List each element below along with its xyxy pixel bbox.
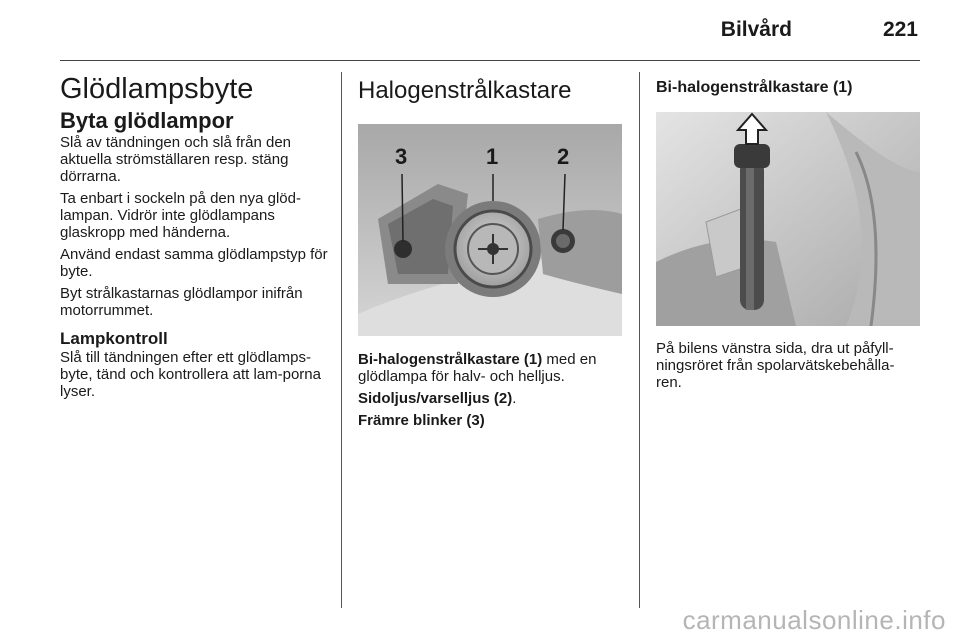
item-2-text: .	[512, 390, 517, 407]
item-2	[358, 390, 626, 407]
paragraph: Slå av tändningen och slå från den aktuella strömställaren resp. stäng dörrarna.	[60, 134, 291, 185]
item-3	[358, 412, 626, 429]
callout-2: 2	[557, 144, 570, 169]
paragraph: Byt strålkastarnas glödlampor inifrån motorrummet.	[60, 285, 303, 319]
item-1	[358, 351, 626, 385]
running-header-title: Bilvård	[720, 18, 792, 41]
item-1-label: Bi-halogenstrålkastare (1)	[358, 351, 543, 368]
subsection-heading: Byta glödlampor	[60, 108, 234, 133]
page-number: 221	[882, 18, 918, 41]
filler-pipe-illustration	[656, 112, 920, 326]
column-divider-1	[341, 72, 342, 608]
instruction-text: På bilens vänstra sida, dra ut påfyll-ningsröret från spolarvätskebehålla-ren.	[656, 340, 895, 391]
section-heading: Bi-halogenstrålkastare (1)	[656, 79, 853, 96]
item-3-label: Främre blinker (3)	[358, 412, 485, 429]
filler-pipe-figure	[656, 112, 920, 326]
column-divider-2	[639, 72, 640, 608]
section-heading: Glödlampsbyte	[60, 73, 254, 105]
watermark: carmanualsonline.info	[682, 605, 946, 635]
paragraph: Slå till tändningen efter ett glödlamps-byte, tänd och kontrollera att lam-porna lyser.	[60, 349, 321, 400]
paragraph: Ta enbart i sockeln på den nya glöd-lampan. Vidrör inte glödlampans glaskropp med händerna.	[60, 190, 301, 241]
callout-1: 1	[486, 144, 499, 169]
callout-3: 3	[395, 144, 408, 169]
column-1	[60, 72, 328, 405]
header-divider	[60, 60, 920, 61]
lampkontroll-heading: Lampkontroll	[60, 329, 168, 348]
paragraph: Använd endast samma glödlampstyp för byte.	[60, 246, 328, 280]
headlamp-figure	[358, 124, 622, 336]
item-2-label: Sidoljus/varselljus (2)	[358, 390, 513, 407]
column-3	[656, 72, 920, 396]
item-1-text: med en glödlampa för halv- och helljus.	[358, 351, 597, 385]
column-2	[358, 72, 626, 434]
section-heading: Halogenstrålkastare	[358, 77, 572, 104]
